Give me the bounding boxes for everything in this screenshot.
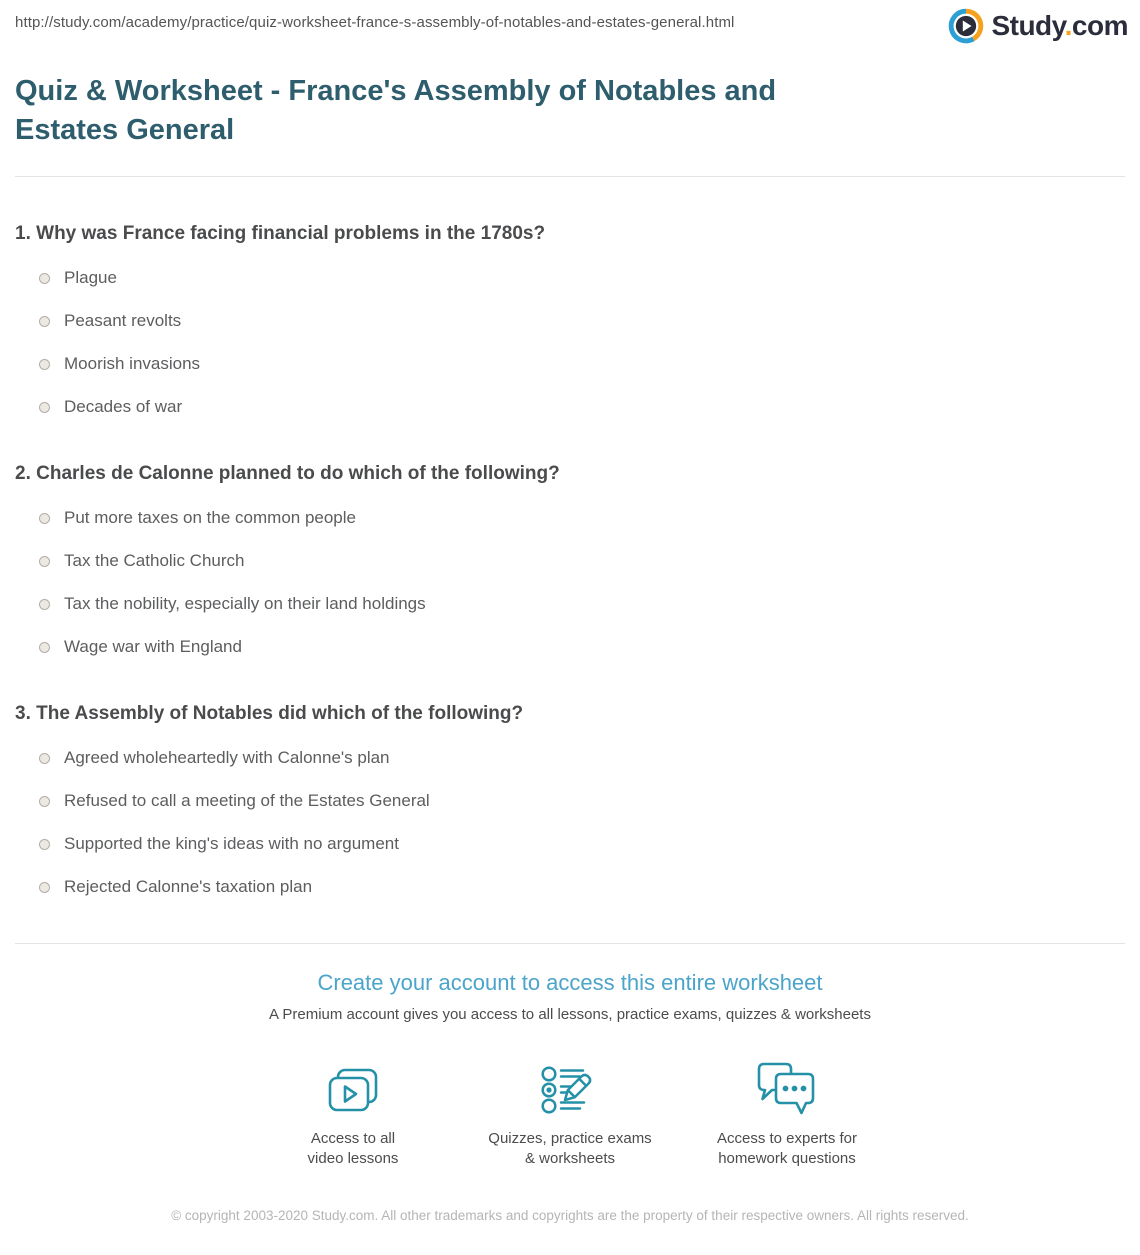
- radio-button[interactable]: [39, 753, 50, 764]
- option-label: Wage war with England: [64, 637, 242, 656]
- question-3-heading: 3. The Assembly of Notables did which of the following?: [15, 703, 524, 724]
- question-1-option-2[interactable]: [39, 311, 1125, 331]
- question-3-option-3[interactable]: [39, 834, 1125, 854]
- radio-button[interactable]: [39, 359, 50, 370]
- radio-button[interactable]: [39, 882, 50, 893]
- question-1-option-1[interactable]: [39, 268, 1125, 288]
- question-2-option-2[interactable]: [39, 551, 1125, 571]
- option-label: Supported the king's ideas with no argument: [64, 834, 399, 853]
- studycom-play-icon: [948, 8, 984, 44]
- option-label: Rejected Calonne's taxation plan: [64, 877, 313, 896]
- question-3: [15, 703, 1125, 897]
- page-url: http://study.com/academy/practice/quiz-worksheet-france-s-assembly-of-notables-and-estates-general.html: [15, 14, 735, 31]
- page-title: Quiz & Worksheet - France's Assembly of Notables and Estates General: [15, 75, 777, 146]
- page-header: [0, 0, 1140, 44]
- premium-account-subtitle: A Premium account gives you access to all lessons, practice exams, quizzes & worksheets: [269, 1006, 871, 1023]
- option-label: Peasant revolts: [64, 311, 182, 330]
- video-lessons-icon: [325, 1061, 381, 1117]
- radio-button[interactable]: [39, 796, 50, 807]
- feature-label: Quizzes, practice exams & worksheets: [488, 1130, 652, 1167]
- create-account-link[interactable]: Create your account to access this entire worksheet: [317, 970, 823, 995]
- option-label: Tax the Catholic Church: [64, 551, 245, 570]
- option-label: Decades of war: [64, 397, 183, 416]
- radio-button[interactable]: [39, 556, 50, 567]
- radio-button[interactable]: [39, 402, 50, 413]
- studycom-logo[interactable]: [948, 8, 1128, 44]
- radio-button[interactable]: [39, 839, 50, 850]
- copyright-notice: © copyright 2003-2020 Study.com. All other trademarks and copyrights are the property of their respective owners. All rights reserved.: [171, 1208, 969, 1223]
- question-2-heading: 2. Charles de Calonne planned to do which of the following?: [15, 463, 560, 484]
- feature-quizzes-worksheets: [462, 1061, 679, 1169]
- question-3-option-4[interactable]: [39, 877, 1125, 897]
- chat-experts-icon: [755, 1061, 819, 1117]
- feature-label: Access to experts for homework questions: [716, 1130, 858, 1167]
- question-2-option-4[interactable]: [39, 637, 1125, 657]
- radio-button[interactable]: [39, 513, 50, 524]
- radio-button[interactable]: [39, 316, 50, 327]
- option-label: Put more taxes on the common people: [64, 508, 356, 527]
- radio-button[interactable]: [39, 273, 50, 284]
- question-1: [15, 223, 1125, 417]
- divider: [15, 943, 1125, 944]
- studycom-wordmark: Study.com: [991, 10, 1128, 41]
- question-2: [15, 463, 1125, 657]
- option-label: Plague: [64, 268, 117, 287]
- option-label: Agreed wholeheartedly with Calonne's plan: [64, 748, 390, 767]
- question-3-option-1[interactable]: [39, 748, 1125, 768]
- option-label: Refused to call a meeting of the Estates General: [64, 791, 430, 810]
- question-2-option-1[interactable]: [39, 508, 1125, 528]
- question-3-option-2[interactable]: [39, 791, 1125, 811]
- feature-video-lessons: [245, 1061, 462, 1169]
- feature-label: Access to all video lessons: [307, 1130, 399, 1167]
- divider: [15, 176, 1125, 177]
- option-label: Moorish invasions: [64, 354, 201, 373]
- question-1-heading: 1. Why was France facing financial problems in the 1780s?: [15, 223, 546, 244]
- radio-button[interactable]: [39, 642, 50, 653]
- features-row: [0, 1061, 1140, 1169]
- quiz-worksheet-icon: [540, 1061, 600, 1117]
- question-1-option-3[interactable]: [39, 354, 1125, 374]
- option-label: Tax the nobility, especially on their land holdings: [64, 594, 426, 613]
- question-2-option-3[interactable]: [39, 594, 1125, 614]
- feature-homework-experts: [679, 1061, 896, 1169]
- radio-button[interactable]: [39, 599, 50, 610]
- question-1-option-4[interactable]: [39, 397, 1125, 417]
